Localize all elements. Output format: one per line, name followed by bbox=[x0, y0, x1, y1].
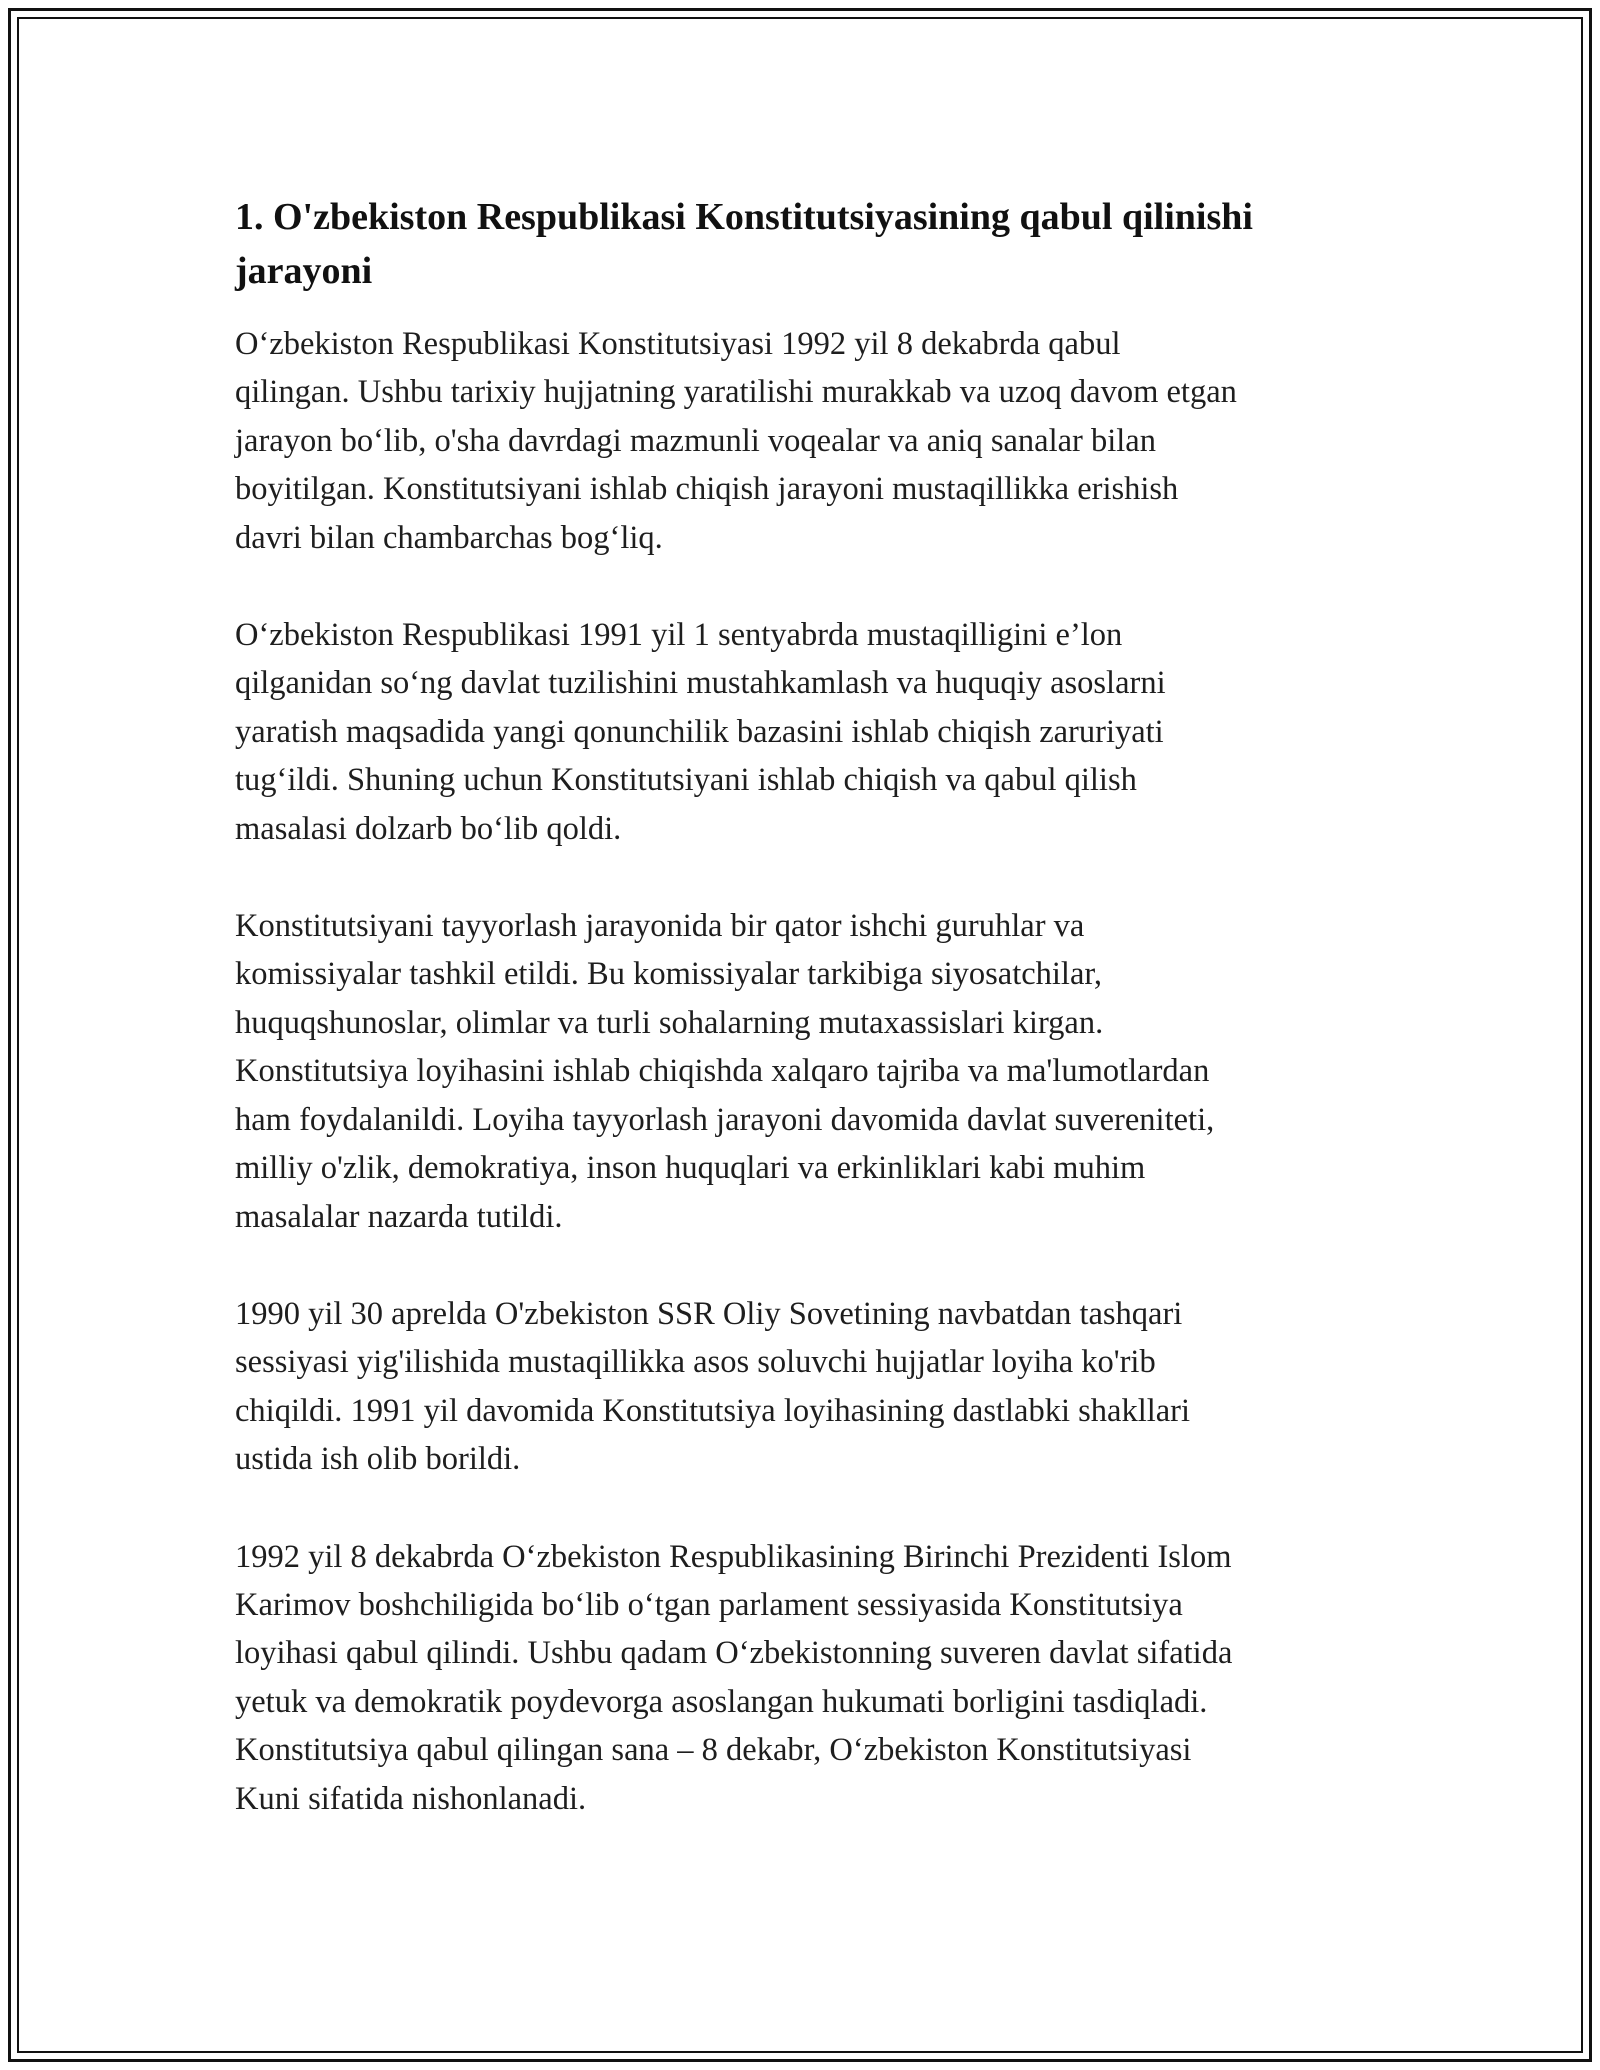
text-line: Konstitutsiya loyihasini ishlab chiqishda xalqaro tajriba va ma'lumotlardan bbox=[235, 1053, 1210, 1090]
title-line: 1. O'zbekiston Respublikasi Konstitutsiyasining qabul qilinishi bbox=[235, 196, 1253, 238]
paragraph-4 bbox=[235, 1290, 1370, 1484]
text-line: O‘zbekiston Respublikasi 1991 yil 1 sentyabrda mustaqilligini e’lon bbox=[235, 617, 1123, 654]
text-line: O‘zbekiston Respublikasi Konstitutsiyasi 1992 yil 8 dekabrda qabul bbox=[235, 326, 1121, 362]
text-line: boyitilgan. Konstitutsiyani ishlab chiqish jarayoni mustaqillikka erishish bbox=[235, 471, 1179, 508]
document-title bbox=[235, 190, 1370, 298]
text-line: ustida ish olib borildi. bbox=[235, 1441, 521, 1478]
text-line: davri bilan chambarchas bog‘liq. bbox=[235, 519, 663, 556]
text-line: Kuni sifatida nishonlanadi. bbox=[235, 1780, 587, 1817]
text-line: milliy o'zlik, demokratiya, inson huquqlari va erkinliklari kabi muhim bbox=[235, 1150, 1146, 1187]
text-line: Konstitutsiyani tayyorlash jarayonida bir qator ishchi guruhlar va bbox=[235, 908, 1085, 945]
text-line: jarayon bo‘lib, o'sha davrdagi mazmunli voqealar va aniq sanalar bilan bbox=[235, 422, 1156, 459]
text-line: yaratish maqsadida yangi qonunchilik bazasini ishlab chiqish zaruriyati bbox=[235, 713, 1164, 750]
title-line: jarayoni bbox=[235, 250, 373, 292]
paragraph-1 bbox=[235, 320, 1370, 562]
text-line: qilingan. Ushbu tarixiy hujjatning yaratilishi murakkab va uzoq davom etgan bbox=[235, 374, 1237, 411]
text-line: ham foydalanildi. Loyiha tayyorlash jarayoni davomida davlat suvereniteti, bbox=[235, 1101, 1215, 1138]
text-line: chiqildi. 1991 yil davomida Konstitutsiya loyihasining dastlabki shakllari bbox=[235, 1392, 1191, 1429]
text-line: 1992 yil 8 dekabrda O‘zbekiston Respublikasining Birinchi Prezidenti Islom bbox=[235, 1538, 1232, 1575]
text-line: 1990 yil 30 aprelda O'zbekiston SSR Oliy Sovetining navbatdan tashqari bbox=[235, 1295, 1183, 1332]
text-line: tug‘ildi. Shuning uchun Konstitutsiyani ishlab chiqish va qabul qilish bbox=[235, 762, 1137, 799]
text-line: komissiyalar tashkil etildi. Bu komissiyalar tarkibiga siyosatchilar, bbox=[235, 956, 1103, 993]
text-line: Konstitutsiya qabul qilingan sana – 8 dekabr, O‘zbekiston Konstitutsiyasi bbox=[235, 1732, 1192, 1769]
text-line: Karimov boshchiligida bo‘lib o‘tgan parlament sessiyasida Konstitutsiya bbox=[235, 1586, 1183, 1623]
text-line: masalalar nazarda tutildi. bbox=[235, 1198, 563, 1235]
paragraph-5 bbox=[235, 1533, 1370, 1823]
text-line: qilganidan so‘ng davlat tuzilishini mustahkamlash va huquqiy asoslarni bbox=[235, 665, 1166, 702]
paragraph-2 bbox=[235, 611, 1370, 853]
text-line: yetuk va demokratik poydevorga asoslangan hukumati borligini tasdiqladi. bbox=[235, 1683, 1208, 1720]
document-body bbox=[235, 190, 1370, 1872]
text-line: sessiyasi yig'ilishida mustaqillikka asos soluvchi hujjatlar loyiha ko'rib bbox=[235, 1344, 1156, 1381]
text-line: masalasi dolzarb bo‘lib qoldi. bbox=[235, 810, 622, 847]
paragraph-3 bbox=[235, 902, 1370, 1241]
text-line: huquqshunoslar, olimlar va turli sohalarning mutaxassislari kirgan. bbox=[235, 1004, 1104, 1041]
text-line: loyihasi qabul qilindi. Ushbu qadam O‘zbekistonning suveren davlat sifatida bbox=[235, 1635, 1233, 1672]
